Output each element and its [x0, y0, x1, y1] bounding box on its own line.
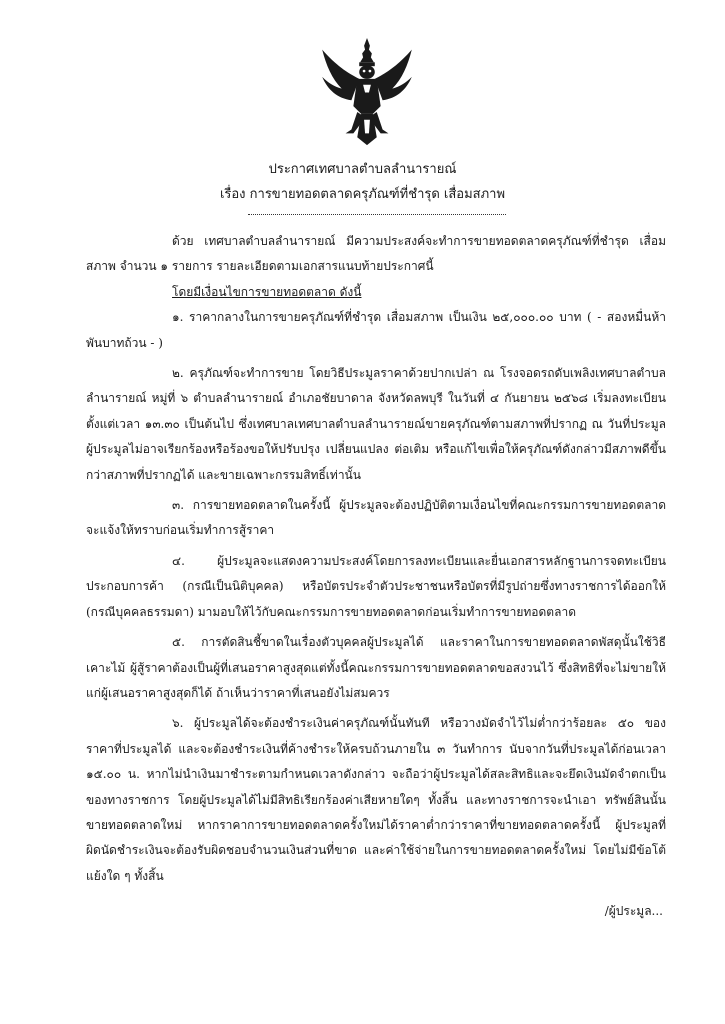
- condition-item: ๔. ผู้ประมูลจะแสดงความประสงค์โดยการลงทะเบียนและยื่นเอกสารหลักฐานการจดทะเบียนประกอบการค้า (กรณีเป็นนิติบุคคล) หรือบัตรประจำตัวประชาชนหรือบัตรที่มีรูปถ่ายซึ่งทางราชการได้ออกให้ (กรณีบุคคลธรรมดา) มามอบให้ไว้กับคณะกรรมการขายทอดตลาดก่อนเริ่มทำการขายทอดตลาด: [86, 553, 666, 619]
- conditions-heading: โดยมีเงื่อนไขการขายทอดตลาด ดังนี้: [172, 284, 362, 299]
- garuda-emblem-icon: [318, 36, 416, 148]
- condition-item: ๓. การขายทอดตลาดในครั้งนี้ ผู้ประมูลจะต้องปฏิบัติตามเงื่อนไขที่คณะกรรมการขายทอดตลาดจะแจ้งให้ทราบก่อนเริ่มทำการสู้ราคา: [86, 498, 666, 538]
- condition-item: ๑. ราคากลางในการขายครุภัณฑ์ที่ชำรุด เสื่อมสภาพ เป็นเงิน ๒๕,๐๐๐.๐๐ บาท ( - สองหมื่นห้าพันบาทถ้วน - ): [86, 310, 666, 350]
- announcement-subject: เรื่อง การขายทอดตลาดครุภัณฑ์ที่ชำรุด เสื่อมสภาพ: [219, 187, 506, 202]
- announcement-title: ประกาศเทศบาลตำบลลำนารายณ์: [268, 162, 457, 177]
- condition-item: ๖. ผู้ประมูลได้จะต้องชำระเงินค่าครุภัณฑ์นั้นทันที หรือวางมัดจำไว้ไม่ต่ำกว่าร้อยละ ๕๐ ของราคาที่ประมูลได้ และจะต้องชำระเงินที่ค้างชำระให้ครบถ้วนภายใน ๓ วันทำการ นับจากวันที่ประมูลได้ก่อนเวลา ๑๕.๐๐ น. หากไม่นำเงินมาชำระตามกำหนดเวลาดังกล่าว จะถือว่าผู้ประมูลได้สละสิทธิและจะยึดเงินมัดจำตกเป็นของทางราชการ โดยผู้ประมูลได้ไม่มีสิทธิเรียกร้องค่าเสียหายใดๆ ทั้งสิ้น และทางราชการจะนำเอา ทรัพย์สินนั้นขายทอดตลาดใหม่ หากราคาการขายทอดตลาดครั้งใหม่ได้ราคาต่ำกว่าราคาที่ขายทอดตลาดครั้งนี้ ผู้ประมูลที่ผิดนัดชำระเงินจะต้องรับผิดชอบจำนวนเงินส่วนที่ขาด และค่าใช้จ่ายในการขายทอดตลาดครั้งใหม่ โดยไม่มีข้อโต้แย้งใด ๆ ทั้งสิ้น: [86, 716, 666, 883]
- condition-item: ๕. การตัดสินชี้ขาดในเรื่องตัวบุคคลผู้ประมูลได้ และราคาในการขายทอดตลาดพัสดุนั้นใช้วิธีเคาะไม้ ผู้สู้ราคาต้องเป็นผู้ที่เสนอราคาสูงสุดแต่ทั้งนี้คณะกรรมการขายทอดตลาดขอสงวนไว้ ซึ่งสิทธิที่จะไม่ขายให้แก่ผู้เสนอราคาสูงสุดก็ได้ ถ้าเห็นว่าราคาที่เสนอยังไม่สมควร: [86, 635, 666, 700]
- document-body: [86, 229, 666, 889]
- dotted-separator: [248, 214, 506, 215]
- intro-paragraph: ด้วย เทศบาลตำบลลำนารายณ์ มีความประสงค์จะทำการขายทอดตลาดครุภัณฑ์ที่ชำรุด เสื่อมสภาพ จำนวน ๑ รายการ รายละเอียดตามเอกสารแนบท้ายประกาศนี้: [86, 234, 666, 274]
- page-continuation: /ผู้ประมูล...: [604, 904, 663, 918]
- condition-item: ๒. ครุภัณฑ์จะทำการขาย โดยวิธีประมูลราคาด้วยปากเปล่า ณ โรงจอดรถดับเพลิงเทศบาลตำบลลำนารายณ์ หมู่ที่ ๖ ตำบลลำนารายณ์ อำเภอชัยบาดาล จังหวัดลพบุรี ในวันที่ ๔ กันยายน ๒๕๖๘ เริ่มลงทะเบียนตั้งแต่เวลา ๑๓.๓๐ เป็นต้นไป ซึ่งเทศบาลเทศบาลตำบลลำนารายณ์ขายครุภัณฑ์ตามสภาพที่ปรากฏ ณ วันที่ประมูล ผู้ประมูลไม่อาจเรียกร้องหรือร้องขอให้ปรับปรุง เปลี่ยนแปลง ต่อเติม หรือแก้ไขเพื่อให้ครุภัณฑ์ดังกล่าวมีสภาพดีขึ้นกว่าสภาพที่ปรากฏได้ และขายเฉพาะกรรมสิทธิ์เท่านั้น: [86, 366, 666, 482]
